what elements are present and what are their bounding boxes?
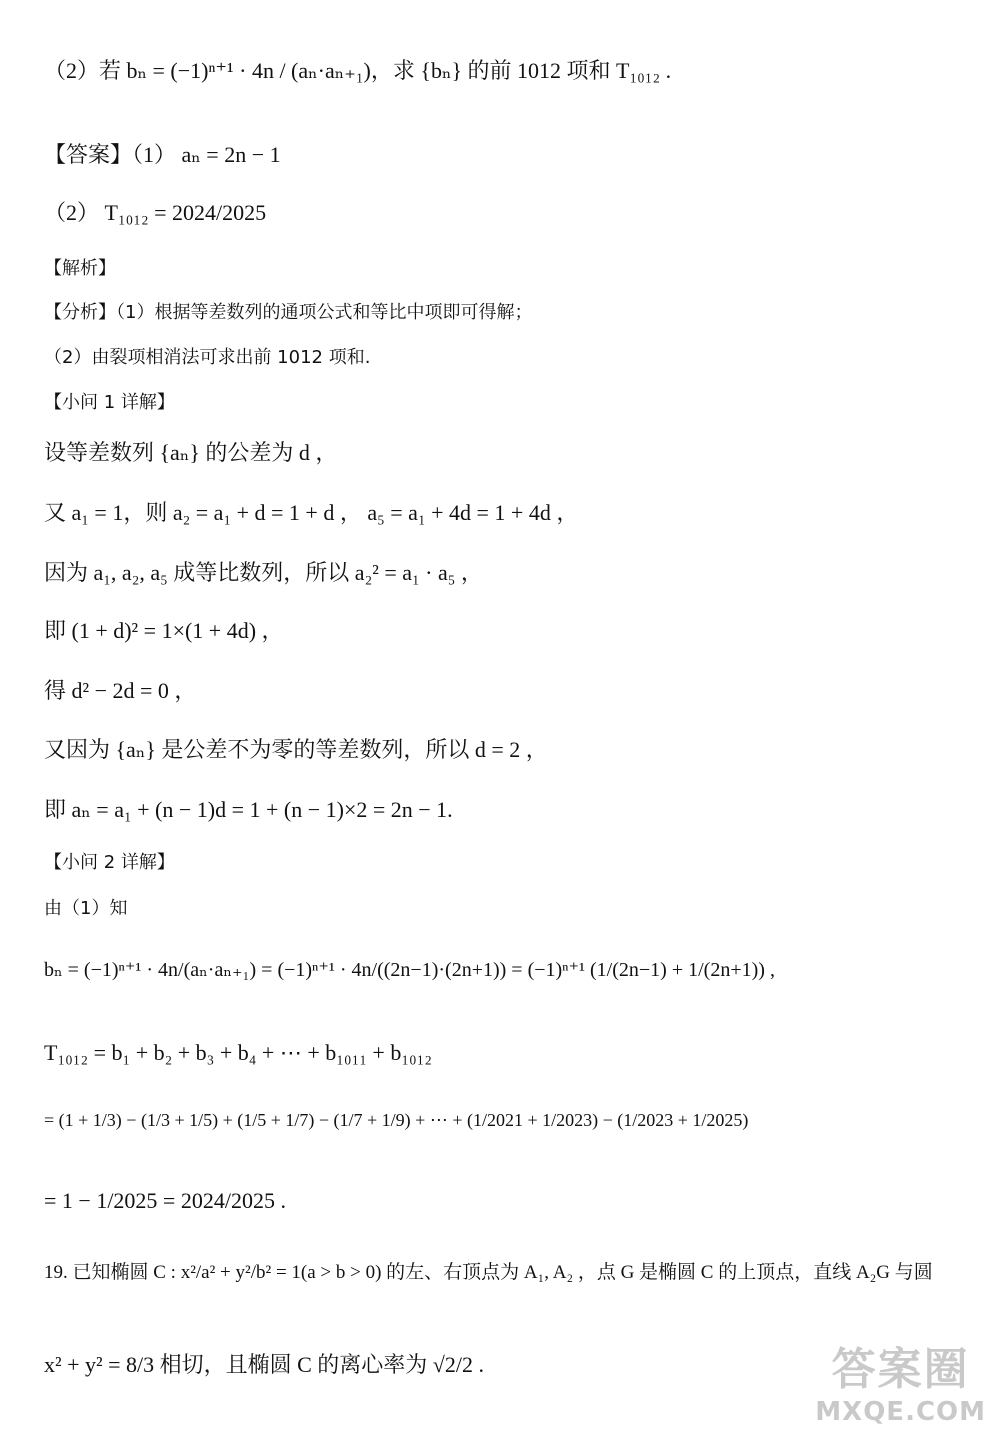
answer-part-1: 【答案】（1） aₙ = 2n − 1 [44,142,281,167]
subquestion-1-heading: 【小问 1 详解】 [44,392,175,413]
solution-2-telescoping: = (1 + 1/3) − (1/3 + 1/5) + (1/5 + 1/7) − (1/7 + 1/9) + ⋯ + (1/2021 + 1/2023) − (1/2023 + 1/2025) [44,1110,749,1130]
analysis-heading: 【解析】 [44,258,116,279]
solution-step-5: 得 d² − 2d = 0 ， [44,678,197,703]
answer-part-2: （2） T₁₀₁₂ = 2024/2025 [44,200,267,225]
solution-2-intro: 由（1）知 [44,898,128,919]
solution-step-6: 又因为 {aₙ} 是公差不为零的等差数列，所以 d = 2 ， [44,737,548,762]
solution-step-4: 即 (1 + d)² = 1×(1 + 4d) ， [44,618,284,643]
solution-step-3: 因为 a₁, a₂, a₅ 成等比数列，所以 a₂² = a₁ · a₅ ， [44,560,483,585]
analysis-line-1: 【分析】（1）根据等差数列的通项公式和等比中项即可得解； [44,302,533,323]
solution-step-1: 设等差数列 {aₙ} 的公差为 d ， [44,440,338,465]
analysis-line-2: （2）由裂项相消法可求出前 1012 项和. [44,347,371,368]
solution-step-7: 即 aₙ = a₁ + (n − 1)d = 1 + (n − 1)×2 = 2n − 1. [44,797,453,822]
question-2-text: （2）若 bₙ = (−1)ⁿ⁺¹ · 4n / (aₙ·aₙ₊₁)，求 {bₙ} 的前 1012 项和 T₁₀₁₂ . [44,58,672,83]
watermark-top-text: 答案圈 [831,1344,970,1395]
subquestion-2-heading: 【小问 2 详解】 [44,852,175,873]
question-19-line-1: 19. 已知椭圆 C : x²/a² + y²/b² = 1(a > b > 0) 的左、右顶点为 A₁, A₂ ，点 G 是椭圆 C 的上顶点，直线 A₂G 与圆 [44,1262,933,1283]
solution-2-result: = 1 − 1/2025 = 2024/2025 . [44,1188,286,1213]
solution-2-sum-definition: T₁₀₁₂ = b₁ + b₂ + b₃ + b₄ + ⋯ + b₁₀₁₁ + b₁₀₁₂ [44,1040,433,1065]
watermark-bottom-text: MXQE.COM [815,1397,986,1427]
question-19-line-2: x² + y² = 8/3 相切，且椭圆 C 的离心率为 √2/2 . [44,1352,484,1377]
site-watermark-logo [815,1333,986,1427]
solution-step-2: 又 a₁ = 1，则 a₂ = a₁ + d = 1 + d ， a₅ = a₁ + 4d = 1 + 4d ， [44,500,579,525]
solution-2-bn-formula: bₙ = (−1)ⁿ⁺¹ · 4n/(aₙ·aₙ₊₁) = (−1)ⁿ⁺¹ · 4n/((2n−1)·(2n+1)) = (−1)ⁿ⁺¹ (1/(2n−1) + 1/(2n+1)) , [44,959,775,981]
